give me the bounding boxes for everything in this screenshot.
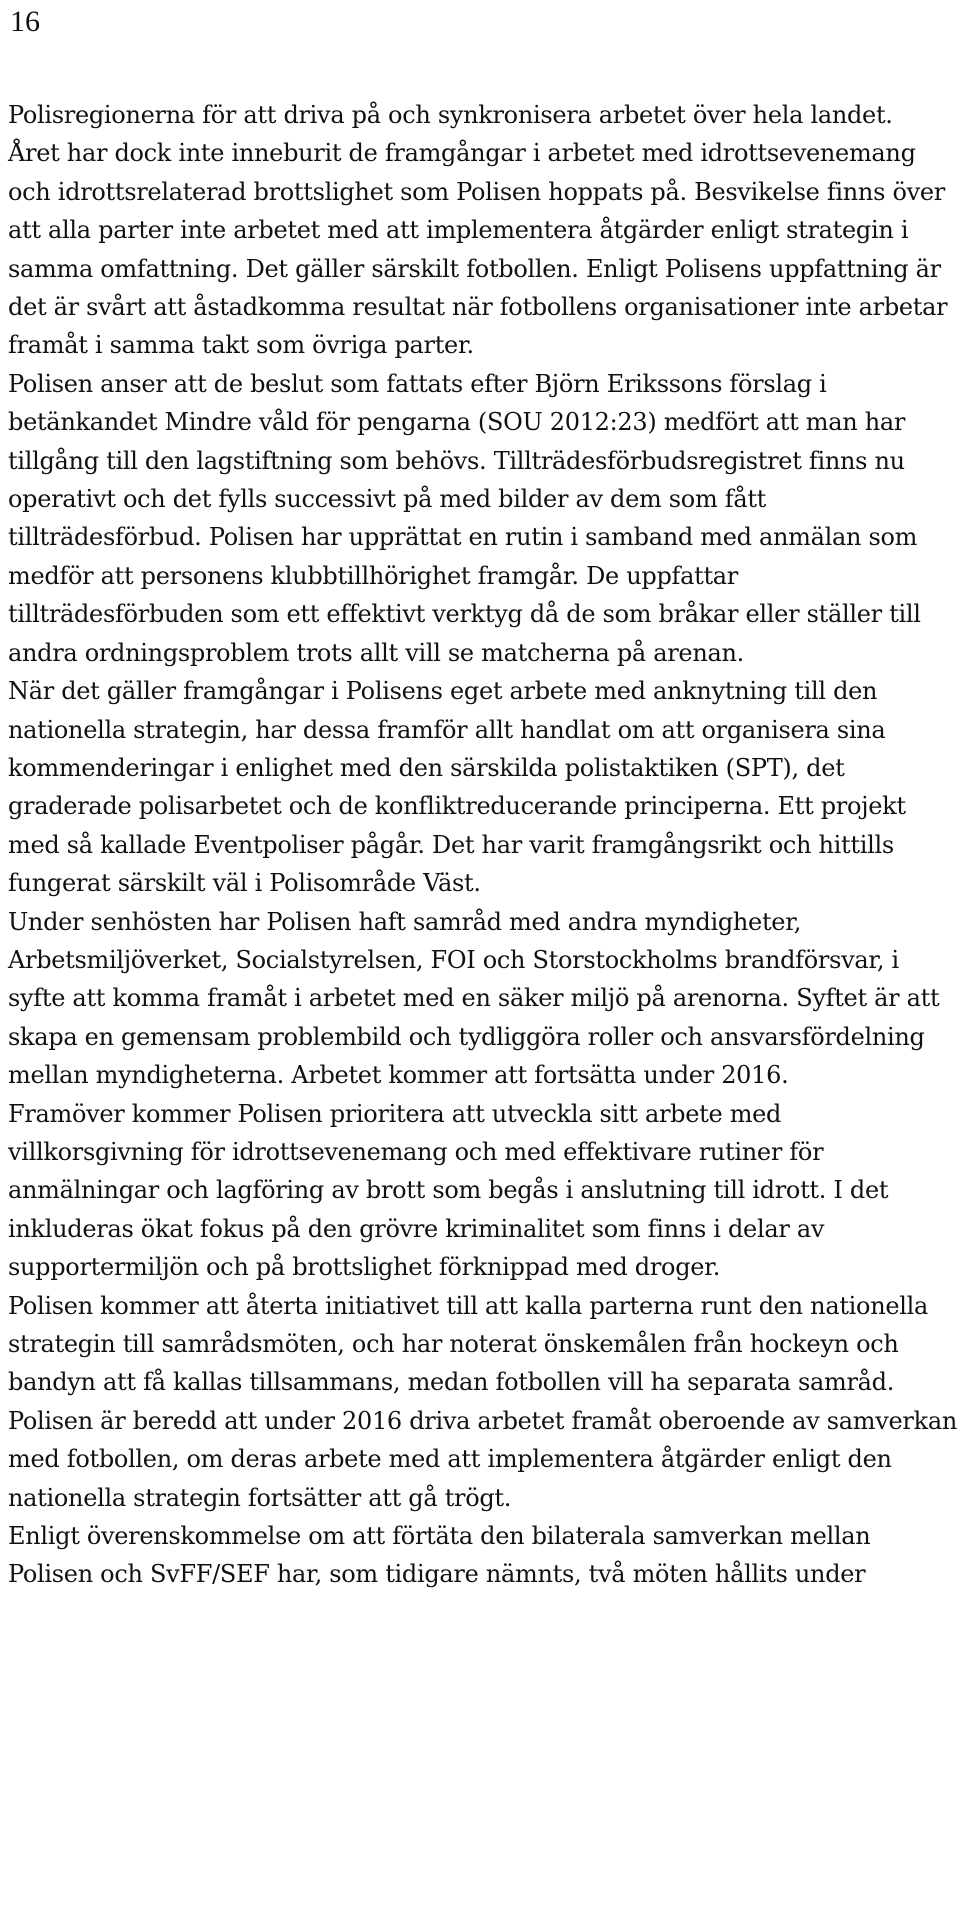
paragraph-4: När det gäller framgångar i Polisens eget arbete med anknytning till den nationella strategin, har dessa framför allt handlat om att organisera sina kommenderingar i enlighet med den särskilda polistaktiken (SPT), det graderade polisarbetet och de konfliktreducerande principerna. Ett projekt med så kallade Eventpoliser pågår. Det har varit framgångsrikt och hittills fungerat särskilt väl i Polisområde Väst.	[8, 677, 906, 898]
page-number: 16	[10, 5, 40, 38]
paragraph-1: Polisregionerna för att driva på och synkronisera arbetet över hela landet.	[8, 101, 893, 129]
document-body	[8, 96, 958, 1594]
paragraph-2: Året har dock inte inneburit de framgångar i arbetet med idrottsevenemang och idrottsrelaterad brottslighet som Polisen hoppats på. Besvikelse finns över att alla parter inte arbetet med att implementera åtgärder enligt strategin i samma omfattning. Det gäller särskilt fotbollen. Enligt Polisens uppfattning är det är svårt att åstadkomma resultat när fotbollens organisationer inte arbetar framåt i samma takt som övriga parter.	[8, 139, 948, 360]
paragraph-7: Polisen kommer att återta initiativet till att kalla parterna runt den nationella strategin till samrådsmöten, och har noterat önskemålen från hockeyn och bandyn att få kallas tillsammans, medan fotbollen vill ha separata samråd. Polisen är beredd att under 2016 driva arbetet framåt oberoende av samverkan med fotbollen, om deras arbete med att implementera åtgärder enligt den nationella strategin fortsätter att gå trögt.	[8, 1291, 958, 1512]
paragraph-8: Enligt överenskommelse om att förtäta den bilaterala samverkan mellan Polisen och SvFF/SEF har, som tidigare nämnts, två möten hållits under	[8, 1522, 871, 1589]
paragraph-5: Under senhösten har Polisen haft samråd med andra myndigheter, Arbetsmiljöverket, Socialstyrelsen, FOI och Storstockholms brandförsvar, i syfte att komma framåt i arbetet med en säker miljö på arenorna. Syftet är att skapa en gemensam problembild och tydliggöra roller och ansvarsfördelning mellan myndigheterna. Arbetet kommer att fortsätta under 2016.	[8, 907, 940, 1090]
paragraph-3: Polisen anser att de beslut som fattats efter Björn Erikssons förslag i betänkandet Mindre våld för pengarna (SOU 2012:23) medfört att man har tillgång till den lagstiftning som behövs. Tillträdesförbudsregistret finns nu operativt och det fylls successivt på med bilder av dem som fått tillträdesförbud. Polisen har upprättat en rutin i samband med anmälan som medför att personens klubbtillhörighet framgår. De uppfattar tillträdesförbuden som ett effektivt verktyg då de som bråkar eller ställer till andra ordningsproblem trots allt vill se matcherna på arenan.	[8, 369, 921, 667]
paragraph-6: Framöver kommer Polisen prioritera att utveckla sitt arbete med villkorsgivning för idrottsevenemang och med effektivare rutiner för anmälningar och lagföring av brott som begås i anslutning till idrott. I det inkluderas ökat fokus på den grövre kriminalitet som finns i delar av supportermiljön och på brottslighet förknippad med droger.	[8, 1099, 889, 1282]
